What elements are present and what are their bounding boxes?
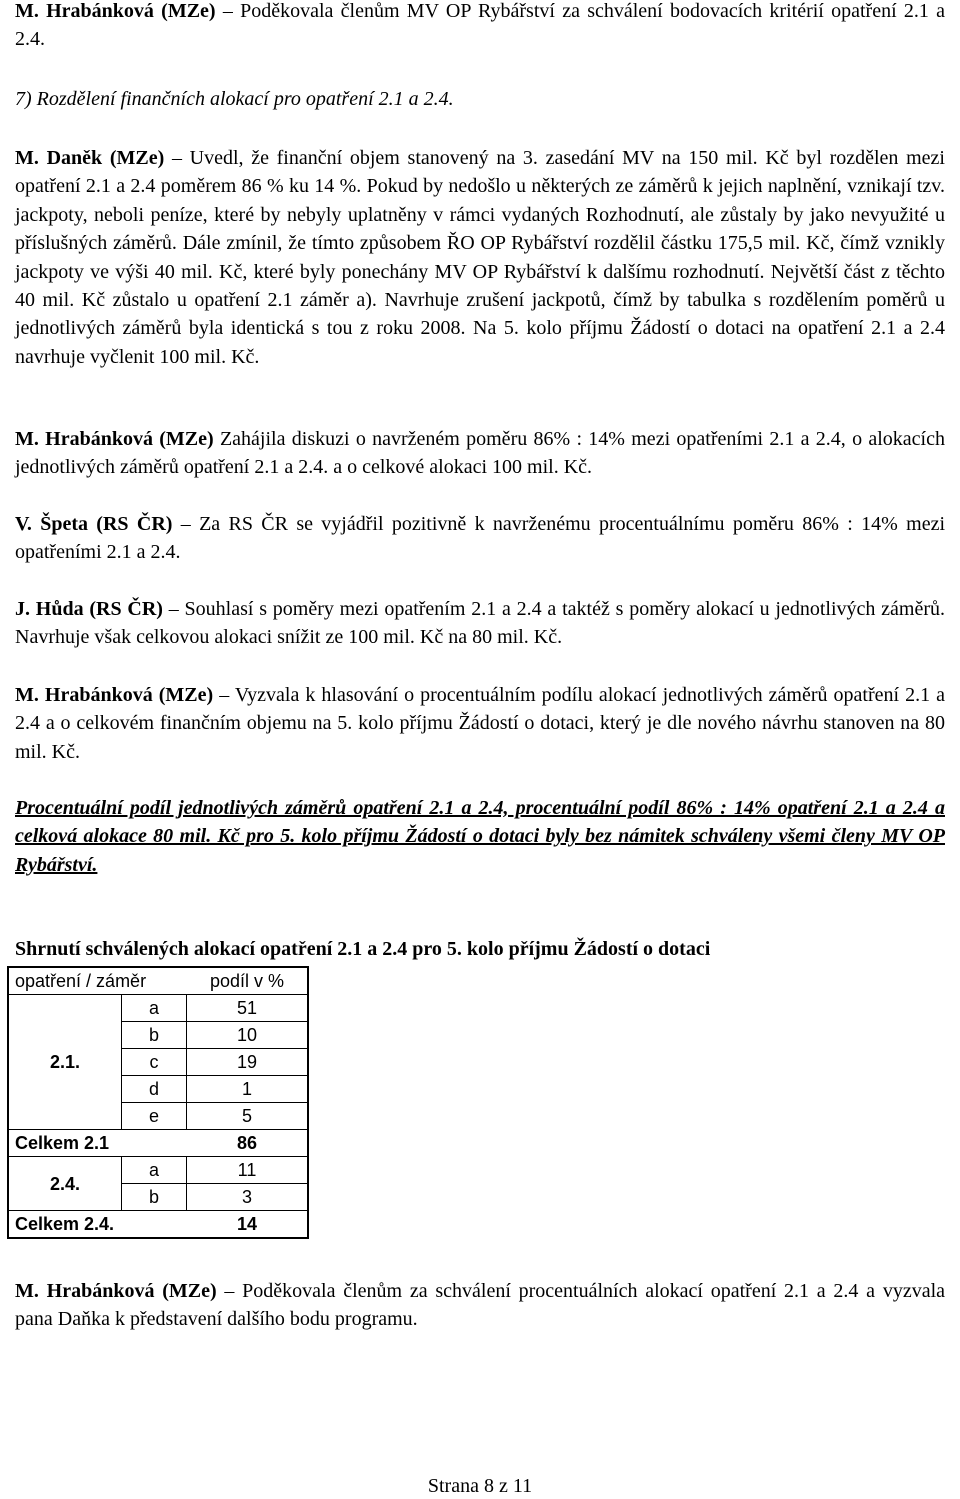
paragraph-huda: [15, 595, 945, 652]
header-opatreni: opatření / záměr: [8, 967, 187, 995]
zamer-cell: a: [122, 1157, 187, 1184]
total-label-2-4: Celkem 2.4.: [8, 1211, 187, 1239]
value-cell: 51: [187, 995, 309, 1022]
table-row: [8, 995, 308, 1022]
resolution: Procentuální podíl jednotlivých záměrů opatření 2.1 a 2.4, procentuální podíl 86% : 14% opatření 2.1 a 2.4 a celková alokace 80 mil. Kč pro 5. kolo příjmu Žádostí o dotaci byly bez námitek schváleny všemi členy MV OP Rybářství.: [15, 797, 945, 876]
total-value-2-4: 14: [187, 1211, 309, 1239]
total-label-2-1: Celkem 2.1: [8, 1130, 187, 1157]
summary-title: Shrnutí schválených alokací opatření 2.1 a 2.4 pro 5. kolo příjmu Žádostí o dotaci: [15, 938, 711, 960]
speaker: M. Hrabánková (MZe): [15, 0, 216, 22]
value-cell: 1: [187, 1076, 309, 1103]
page-number: Strana 8 z 11: [427, 1475, 533, 1497]
paragraph-text: – Vyzvala k hlasování o procentuálním podílu alokací jednotlivých záměrů opatření 2.1 a 2.4 a o celkovém finančním objemu na 5. kolo příjmu Žádostí o dotaci, který je dle nového návrhu stanoven na 80 mil. Kč.: [15, 684, 946, 763]
value-cell: 11: [187, 1157, 309, 1184]
paragraph-text: – Uvedl, že finanční objem stanovený na 3. zasedání MV na 150 mil. Kč byl rozdělen mezi opatření 2.1 a 2.4 poměrem 86 % ku 14 %. Pokud by nedošlo u některých ze záměrů k jejich naplnění, vznikají tzv. jackpoty, neboli peníze, které by nebyly uplatněny v rámci vydaných Rozhodnutí, ale zůstaly by jako nevyužité u příslušných záměrů. Dále zmínil, že tímto způsobem ŘO OP Rybářství rozdělil částku 175,5 mil. Kč, čímž vznikly jackpoty ve výši 40 mil. Kč, které byly ponechány MV OP Rybářství k dalšímu rozhodnutí. Největší část z těchto 40 mil. Kč zůstalo u opatření 2.1 záměr a). Navrhuje zrušení jackpotů, čímž by tabulka s rozdělením poměrů u jednotlivých záměrů byla identická s tou z roku 2008. Na 5. kolo příjmu Žádostí o dotaci na opatření 2.1 a 2.4 navrhuje vyčlenit 100 mil. Kč.: [15, 147, 945, 368]
paragraph-hrabankova-thanks: [15, 0, 945, 54]
paragraph-text: – Poděkovala členům MV OP Rybářství za schválení bodovacích kritérií opatření 2.1 a 2.4.: [15, 0, 946, 51]
zamer-cell: e: [122, 1103, 187, 1130]
allocation-table: [7, 966, 309, 1239]
paragraph-text: – Poděkovala členům za schválení procentuálních alokací opatření 2.1 a 2.4 a vyzvala pana Daňka k představení dalšího bodu programu.: [15, 1280, 946, 1331]
speaker: J. Hůda (RS ČR): [15, 598, 163, 620]
speaker: M. Daněk (MZe): [15, 147, 165, 169]
value-cell: 19: [187, 1049, 309, 1076]
table-header-row: [8, 967, 308, 995]
value-cell: 10: [187, 1022, 309, 1049]
table-row: [8, 1157, 308, 1184]
paragraph-text: Zahájila diskuzi o navrženém poměru 86% : 14% mezi opatřeními 2.1 a 2.4, o alokacích jednotlivých záměrů opatření 2.1 a 2.4. a o celkové alokaci 100 mil. Kč.: [15, 428, 945, 479]
group-label-2-1: 2.1.: [8, 995, 122, 1130]
paragraph-hrabankova-closing: [15, 1277, 945, 1334]
paragraph-speta: [15, 510, 945, 567]
table-total-row: [8, 1211, 308, 1239]
group-label-2-4: 2.4.: [8, 1157, 122, 1211]
paragraph-danek: [15, 144, 945, 371]
zamer-cell: b: [122, 1184, 187, 1211]
section-heading-7: 7) Rozdělení finančních alokací pro opatření 2.1 a 2.4.: [15, 88, 454, 110]
speaker: M. Hrabánková (MZe): [15, 684, 214, 706]
speaker: M. Hrabánková (MZe): [15, 1280, 217, 1302]
zamer-cell: d: [122, 1076, 187, 1103]
speaker: M. Hrabánková (MZe): [15, 428, 214, 450]
paragraph-hrabankova-vote: [15, 681, 945, 766]
value-cell: 5: [187, 1103, 309, 1130]
speaker: V. Špeta (RS ČR): [15, 513, 173, 535]
zamer-cell: a: [122, 995, 187, 1022]
paragraph-text: – Souhlasí s poměry mezi opatřením 2.1 a 2.4 a taktéž s poměry alokací u jednotlivých záměrů. Navrhuje však celkovou alokaci snížit ze 100 mil. Kč na 80 mil. Kč.: [15, 598, 946, 649]
paragraph-text: – Za RS ČR se vyjádřil pozitivně k navrženému procentuálnímu poměru 86% : 14% mezi opatřeními 2.1 a 2.4.: [15, 513, 946, 564]
zamer-cell: c: [122, 1049, 187, 1076]
table-total-row: [8, 1130, 308, 1157]
paragraph-hrabankova-discussion: [15, 425, 945, 482]
header-podil: podíl v %: [187, 967, 309, 995]
zamer-cell: b: [122, 1022, 187, 1049]
value-cell: 3: [187, 1184, 309, 1211]
total-value-2-1: 86: [187, 1130, 309, 1157]
